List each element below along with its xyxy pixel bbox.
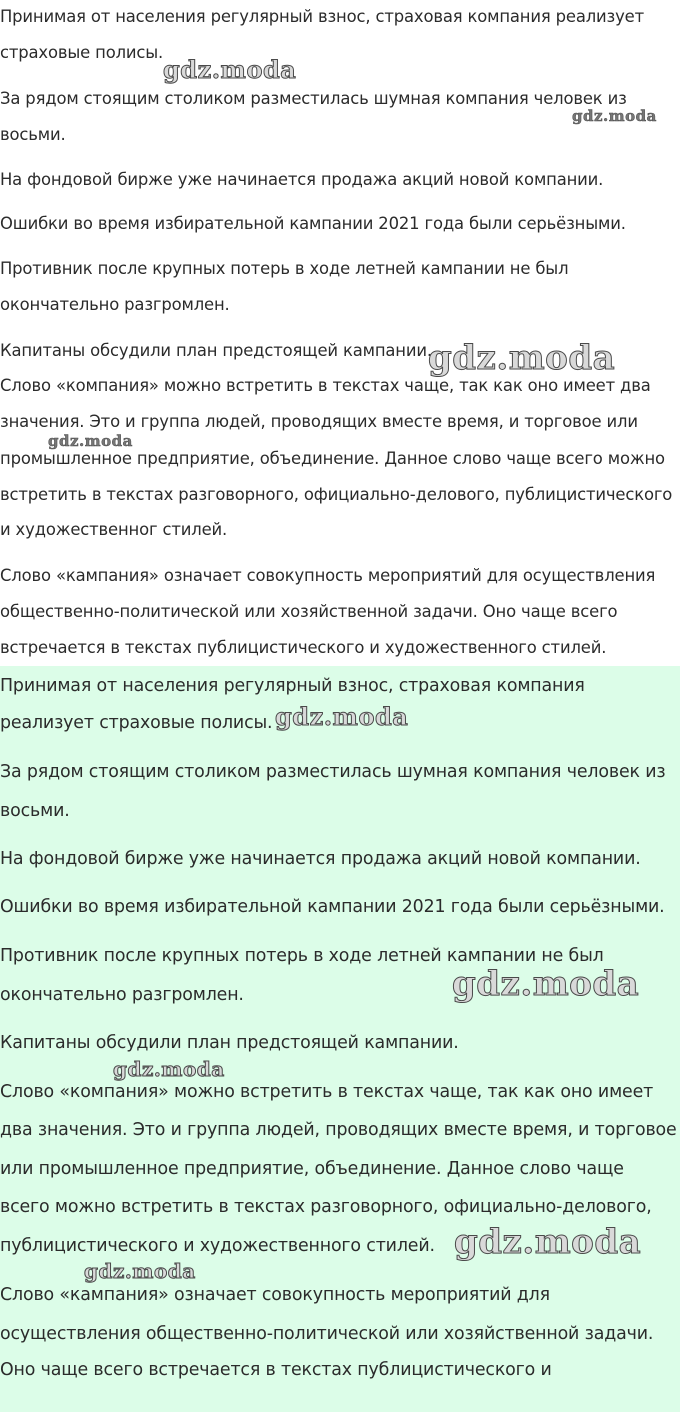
text-line: Оно чаще всего встречается в текстах публицистического и [0,1360,552,1380]
text-line: восьми. [0,125,66,144]
text-line: Слово «кампания» означает совокупность мероприятий для осуществления [0,566,656,585]
text-line: Капитаны обсудили план предстоящей кампании. [0,1033,459,1053]
text-line: осуществления общественно-политической или хозяйственной задачи. [0,1324,654,1344]
text-line: За рядом стоящим столиком разместилась шумная компания человек из [0,89,627,108]
watermark-logo: gdz.moda [572,107,657,125]
text-line: общественно-политической или хозяйственной задачи. Оно чаще всего [0,602,618,621]
text-line: Слово «кампания» означает совокупность мероприятий для [0,1285,550,1305]
text-line: реализует страховые полисы. [0,713,273,733]
text-line: Противник после крупных потерь в ходе летней кампании не был [0,946,604,966]
text-line: страховые полисы. [0,43,164,62]
text-line: Ошибки во время избирательной кампании 2021 года были серьёзными. [0,897,665,917]
text-line: Противник после крупных потерь в ходе летней кампании не был [0,259,569,278]
text-line: восьми. [0,801,70,821]
text-line: промышленное предприятие, объединение. Данное слово чаще всего можно [0,449,665,468]
watermark-logo: gdz.moda [113,1057,225,1081]
text-line: или промышленное предприятие, объединение. Данное слово чаще [0,1159,624,1179]
text-line: значения. Это и группа людей, проводящих вместе время, и торговое или [0,412,638,431]
watermark-logo: gdz.moda [84,1259,196,1283]
text-line: Капитаны обсудили план предстоящей кампании. [0,341,432,360]
text-line: На фондовой бирже уже начинается продажа акций новой компании. [0,849,641,869]
text-line: На фондовой бирже уже начинается продажа акций новой компании. [0,170,604,189]
text-line: Слово «компания» можно встретить в текстах чаще, так как оно имеет [0,1082,654,1102]
watermark-logo: gdz.moda [454,1222,642,1262]
text-line: Ошибки во время избирательной кампании 2021 года были серьёзными. [0,214,626,233]
text-line: Принимая от населения регулярный взнос, страховая компания реализует [0,7,644,26]
text-line: публицистического и художественного стилей. [0,1236,435,1256]
watermark-logo: gdz.moda [275,702,409,731]
text-line: Принимая от населения регулярный взнос, страховая компания [0,676,585,696]
watermark-logo: gdz.moda [428,338,616,378]
watermark-logo: gdz.moda [163,55,297,84]
text-line: окончательно разгромлен. [0,985,244,1005]
text-line: окончательно разгромлен. [0,295,230,314]
text-line: всего можно встретить в текстах разговорного, официально-делового, [0,1197,652,1217]
text-line: встретить в текстах разговорного, официально-делового, публицистического [0,485,673,504]
text-line: встречается в текстах публицистического и художественного стилей. [0,638,607,657]
watermark-logo: gdz.moda [452,964,640,1004]
text-line: Слово «компания» можно встретить в текстах чаще, так как оно имеет два [0,376,651,395]
text-line: За рядом стоящим столиком разместилась шумная компания человек из [0,762,666,782]
text-line: и художественног стилей. [0,520,228,539]
watermark-logo: gdz.moda [48,432,133,450]
text-line: два значения. Это и группа людей, проводящих вместе время, и торговое [0,1120,677,1140]
